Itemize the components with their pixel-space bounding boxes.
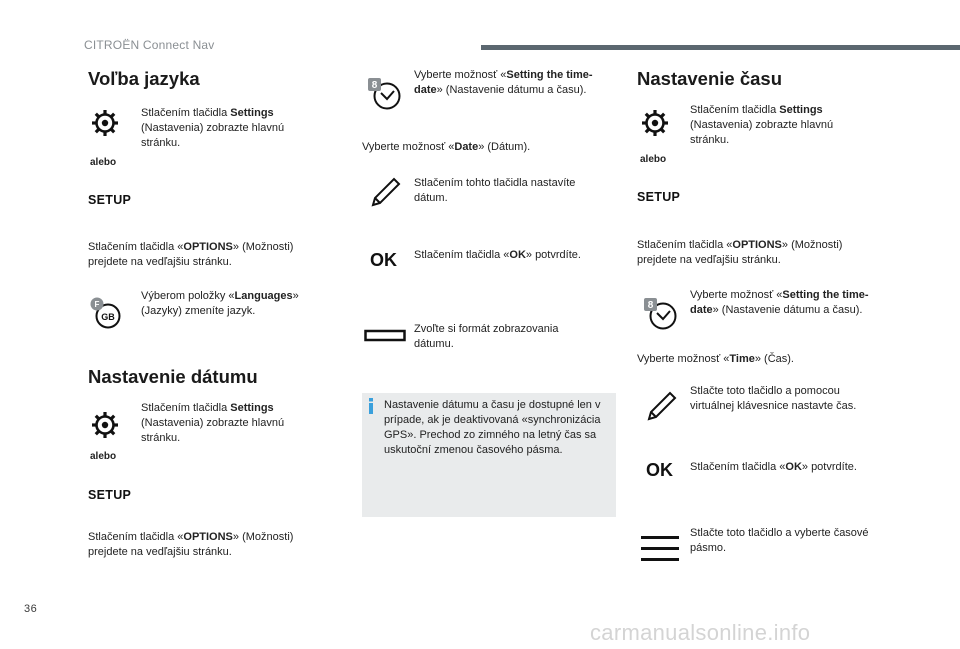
header-bar: [481, 45, 960, 50]
setup-button-label: SETUP: [88, 488, 132, 502]
pencil-icon: [368, 176, 402, 210]
date-step3-text: Vyberte možnosť «Setting the time-date» (Nastavenie dátumu a času).: [414, 69, 593, 96]
clock-settings-icon: [366, 74, 404, 112]
date-step4-text: Vyberte možnosť «Date» (Dátum).: [362, 141, 531, 153]
format-bar-icon: [364, 328, 406, 344]
ok-button-label: OK: [646, 460, 673, 480]
time-step2-text: Stlačením tlačidla «OPTIONS» (Možnosti) prejdete na vedľajšiu stránku.: [637, 239, 843, 266]
ok-button-label: OK: [370, 250, 397, 270]
time-step6-text: Stlačením tlačidla «OK» potvrdíte.: [690, 461, 857, 473]
document-header-title: CITROËN Connect Nav: [84, 38, 215, 52]
date-step2-text: Stlačením tlačidla «OPTIONS» (Možnosti) prejdete na vedľajšiu stránku.: [88, 531, 294, 558]
section-title-date: Nastavenie dátumu: [88, 366, 258, 387]
section-title-language: Voľba jazyka: [88, 68, 200, 89]
alebo-label: alebo: [90, 157, 117, 168]
lang-step2-text: Stlačením tlačidla «OPTIONS» (Možnosti) prejdete na vedľajšiu stránku.: [88, 241, 294, 268]
pencil-icon: [644, 390, 678, 424]
gear-icon: [90, 410, 120, 440]
time-step4-text: Vyberte možnosť «Time» (Čas).: [637, 353, 794, 365]
date-step5-text: Stlačením tohto tlačidla nastavíte dátum.: [414, 177, 576, 204]
menu-lines-icon: [640, 534, 680, 564]
time-step5-text: Stlačte toto tlačidlo a pomocou virtuálnej klávesnice nastavte čas.: [690, 385, 857, 412]
setup-button-label: SETUP: [88, 193, 132, 207]
watermark: carmanualsonline.info: [590, 620, 811, 645]
clock-settings-icon: [642, 294, 680, 332]
lang-step1-text: Stlačením tlačidla Settings (Nastavenia) zobrazte hlavnú stránku.: [141, 107, 285, 149]
flag-f-text: F: [94, 300, 100, 309]
time-step3-text: Vyberte možnosť «Setting the time-date» (Nastavenie dátumu a času).: [690, 289, 869, 316]
alebo-label: alebo: [640, 154, 667, 165]
alebo-label: alebo: [90, 451, 117, 462]
flag-gb-text: GB: [101, 312, 115, 322]
info-icon: [367, 398, 375, 414]
lang-step3-text: Výberom položky «Languages» (Jazyky) zmeníte jazyk.: [141, 290, 299, 317]
date-step1-text: Stlačením tlačidla Settings (Nastavenia) zobrazte hlavnú stránku.: [141, 402, 285, 444]
section-title-time: Nastavenie času: [637, 68, 783, 89]
gear-icon: [90, 108, 120, 138]
badge-8-text: 8: [371, 80, 378, 91]
page-number: 36: [24, 603, 38, 615]
info-note-text: Nastavenie dátumu a času je dostupné len v prípade, ak je deaktivovaná «synchronizácia GPS». Prechod zo zimného na letný čas sa uskutoční zmenou časového pásma.: [384, 399, 601, 456]
setup-button-label: SETUP: [637, 190, 681, 204]
badge-8-text: 8: [647, 300, 654, 311]
time-step1-text: Stlačením tlačidla Settings (Nastavenia) zobrazte hlavnú stránku.: [690, 104, 834, 146]
time-step7-text: Stlačte toto tlačidlo a vyberte časové pásmo.: [690, 527, 869, 554]
language-flag-icon: [88, 296, 122, 330]
date-step6-text: Stlačením tlačidla «OK» potvrdíte.: [414, 249, 581, 261]
gear-icon: [640, 108, 670, 138]
date-step7-text: Zvoľte si formát zobrazovania dátumu.: [414, 323, 559, 350]
